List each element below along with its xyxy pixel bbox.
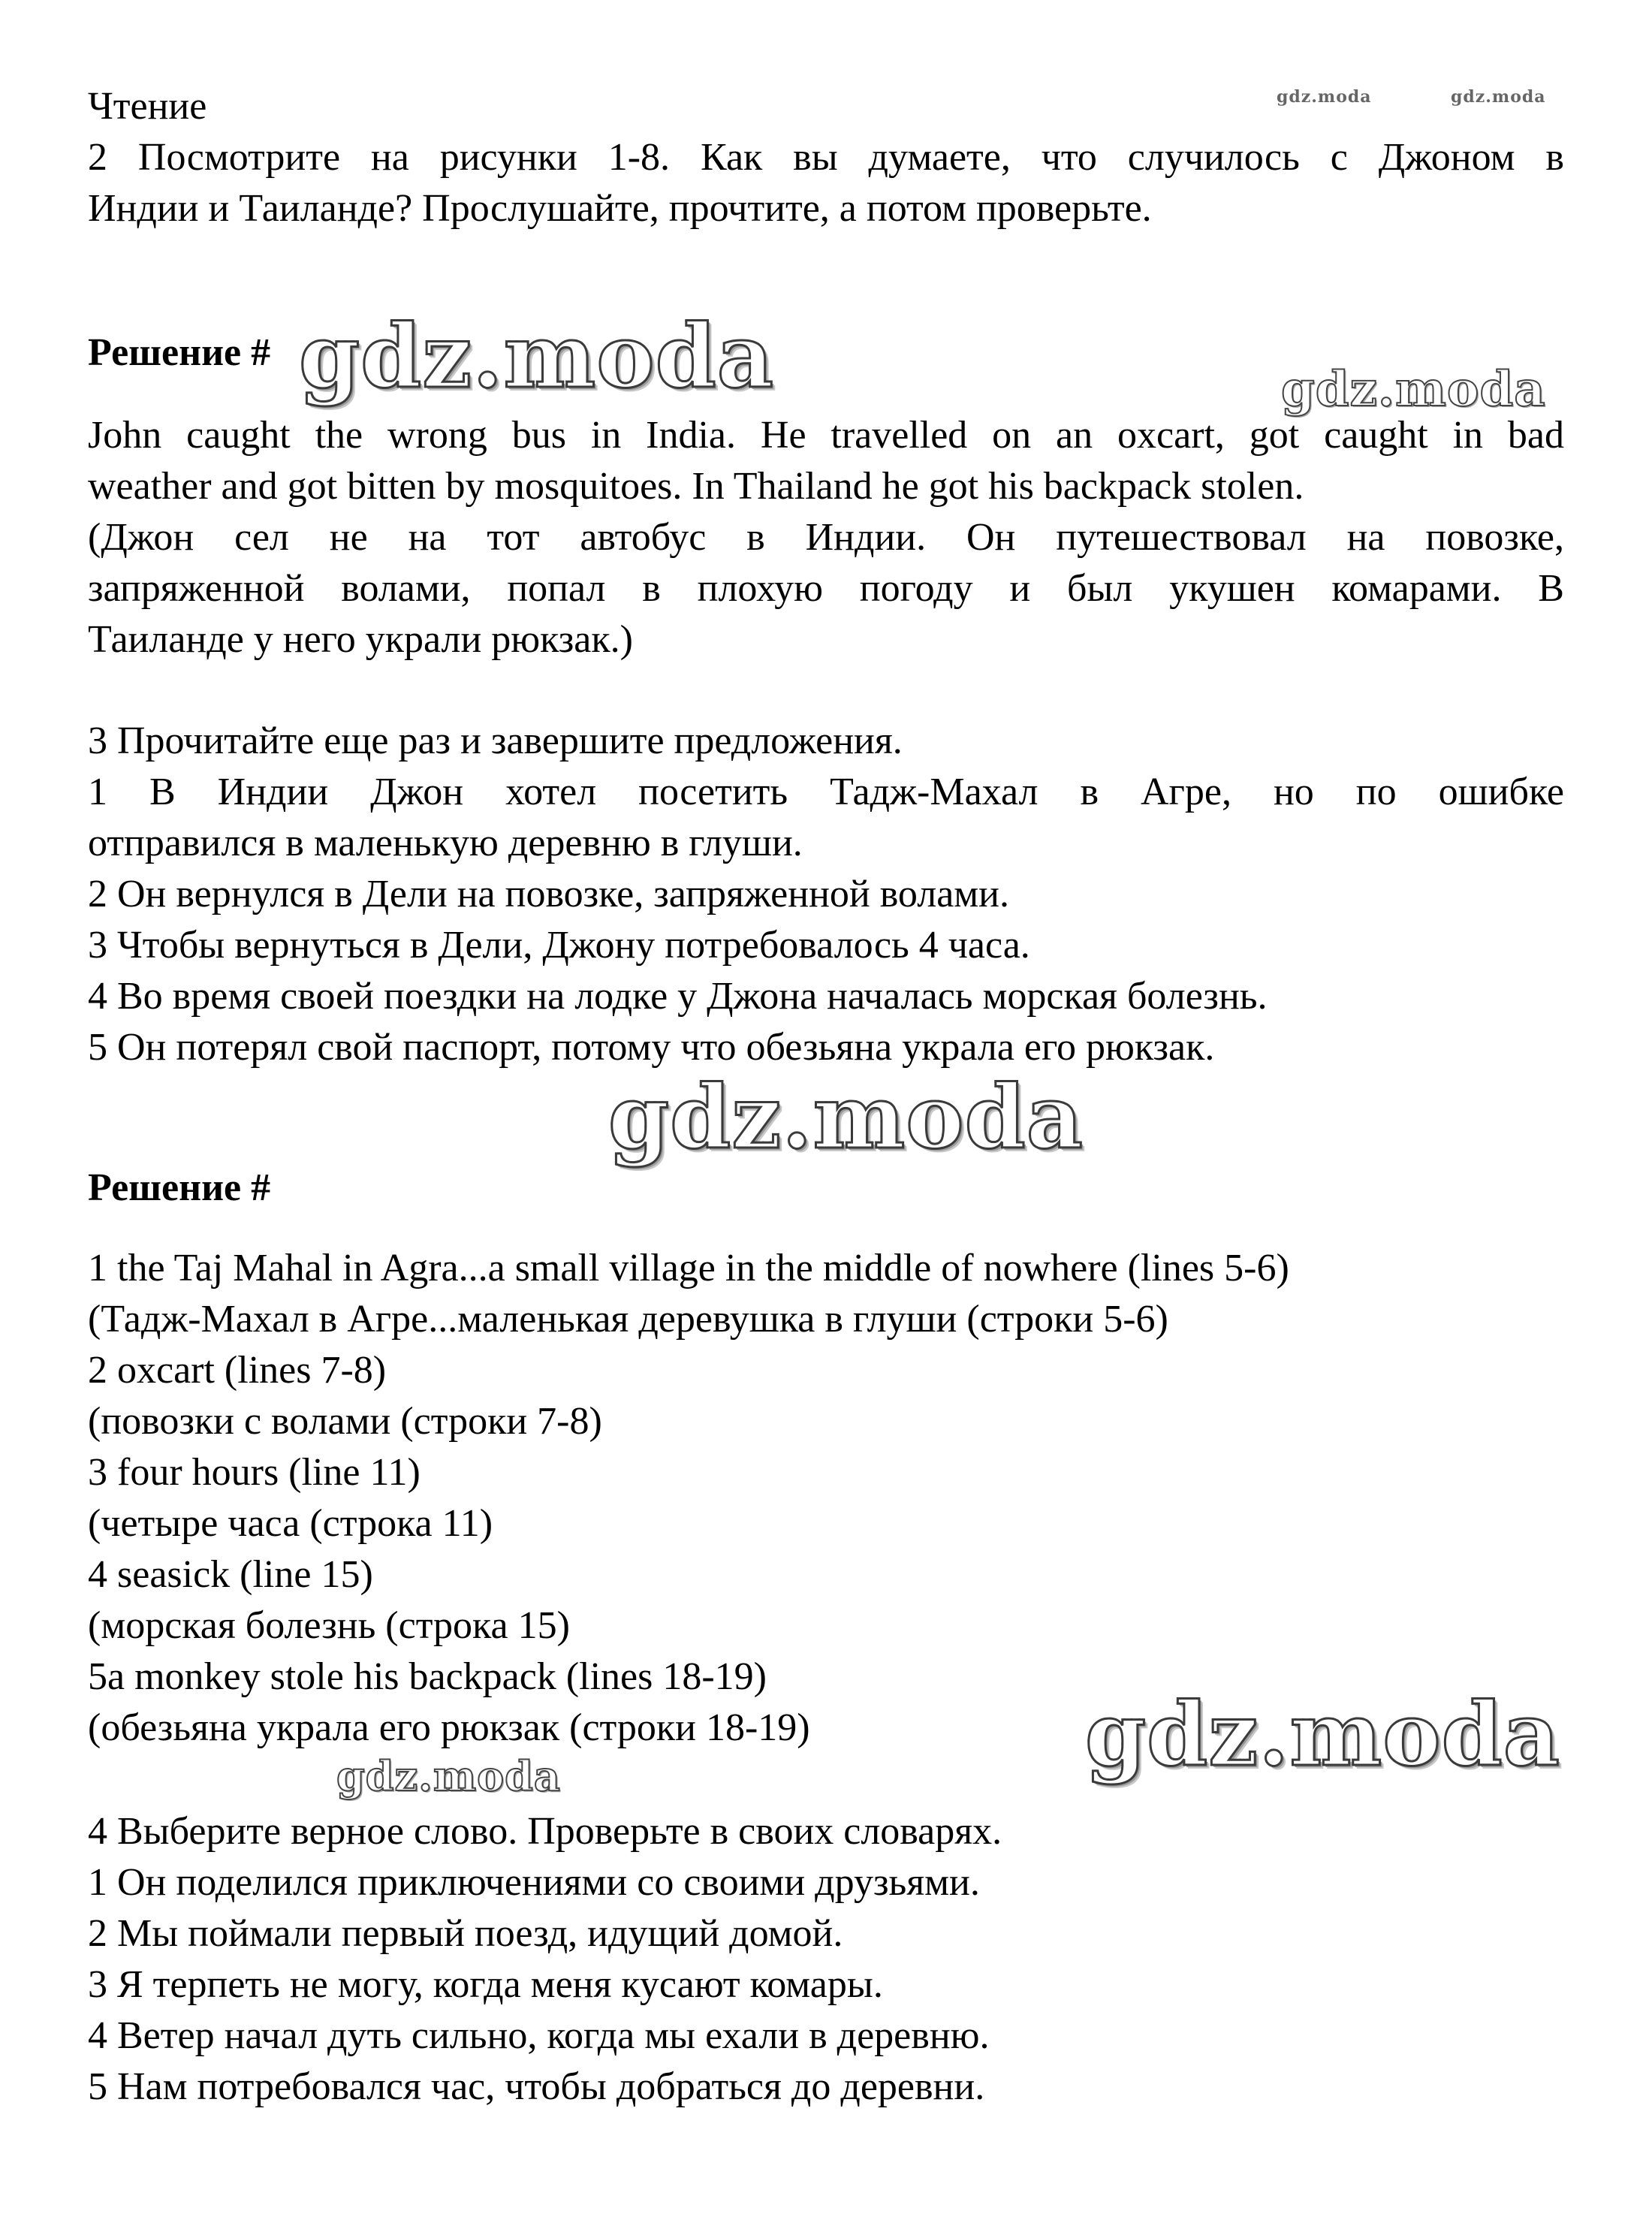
task3-title: 3 Прочитайте еще раз и завершите предложения. <box>88 719 903 762</box>
task4-item: 2 Мы поймали первый поезд, идущий домой. <box>88 1912 843 1955</box>
watermark-small: gdz.moda <box>1277 87 1372 107</box>
answer3-line: (повозки с волами (строки 7-8) <box>88 1400 602 1443</box>
task4-item: 4 Ветер начал дуть сильно, когда мы ехали в деревню. <box>88 2014 990 2057</box>
section-title: Чтение <box>88 85 207 128</box>
task3-item2: 2 Он вернулся в Дели на повозке, запряженной волами. <box>88 873 1010 915</box>
task3-item5: 5 Он потерял свой паспорт, потому что обезьяна украла его рюкзак. <box>88 1026 1215 1069</box>
answer3-line: (Тадж-Махал в Агре...маленькая деревушка в глуши (строки 5-6) <box>88 1298 1168 1341</box>
solution-label: Решение # <box>88 1166 271 1209</box>
solution-label: Решение # <box>88 331 271 374</box>
task3-item3: 3 Чтобы вернуться в Дели, Джону потребовалось 4 часа. <box>88 924 1030 967</box>
task3-item1-line1: 1 В Индии Джон хотел посетить Тадж-Махал в Агре, но по ошибке <box>88 771 1564 813</box>
answer1-line3: (Джон сел не на тот автобус в Индии. Он путешествовал на повозке, <box>88 516 1564 559</box>
answer3-line: 4 seasick (line 15) <box>88 1553 373 1596</box>
task4-title: 4 Выберите верное слово. Проверьте в своих словарях. <box>88 1810 1002 1853</box>
answer1-line2: weather and got bitten by mosquitoes. In Thailand he got his backpack stolen. <box>88 465 1304 508</box>
watermark-small: gdz.moda <box>1451 87 1546 107</box>
watermark-large: gdz.moda <box>299 306 774 408</box>
watermark-large: gdz.moda <box>1085 1684 1560 1786</box>
answer3-line: 1 the Taj Mahal in Agra...a small village in the middle of nowhere (lines 5-6) <box>88 1247 1289 1289</box>
answer1-line1: John caught the wrong bus in India. He travelled on an oxcart, got caught in bad <box>88 414 1564 457</box>
answer3-line: 3 four hours (line 11) <box>88 1451 421 1494</box>
task3-item4: 4 Во время своей поездки на лодке у Джона началась морская болезнь. <box>88 975 1268 1018</box>
answer3-line: 2 oxcart (lines 7-8) <box>88 1349 387 1392</box>
task2-text-line1: 2 Посмотрите на рисунки 1-8. Как вы думаете, что случилось с Джоном в <box>88 136 1564 179</box>
task4-item: 1 Он поделился приключениями со своими друзьями. <box>88 1861 980 1904</box>
answer3-line: (четыре часа (строка 11) <box>88 1502 493 1545</box>
task4-item: 3 Я терпеть не могу, когда меня кусают комары. <box>88 1963 883 2006</box>
answer1-line5: Таиланде у него украли рюкзак.) <box>88 618 633 661</box>
watermark-medium: gdz.moda <box>1281 361 1546 418</box>
answer3-line: (морская болезнь (строка 15) <box>88 1604 570 1647</box>
task3-item1-line2: отправился в маленькую деревню в глуши. <box>88 822 803 864</box>
task4-item: 5 Нам потребовался час, чтобы добраться до деревни. <box>88 2065 985 2108</box>
watermark-medium: gdz.moda <box>336 1752 561 1800</box>
answer3-line: (обезьяна украла его рюкзак (строки 18-19) <box>88 1706 810 1749</box>
task2-text-line2: Индии и Таиланде? Прослушайте, прочтите, а потом проверьте. <box>88 187 1152 230</box>
watermark-large: gdz.moda <box>608 1066 1084 1169</box>
answer1-line4: запряженной волами, попал в плохую погоду и был укушен комарами. В <box>88 567 1564 610</box>
answer3-line: 5a monkey stole his backpack (lines 18-19) <box>88 1655 767 1698</box>
